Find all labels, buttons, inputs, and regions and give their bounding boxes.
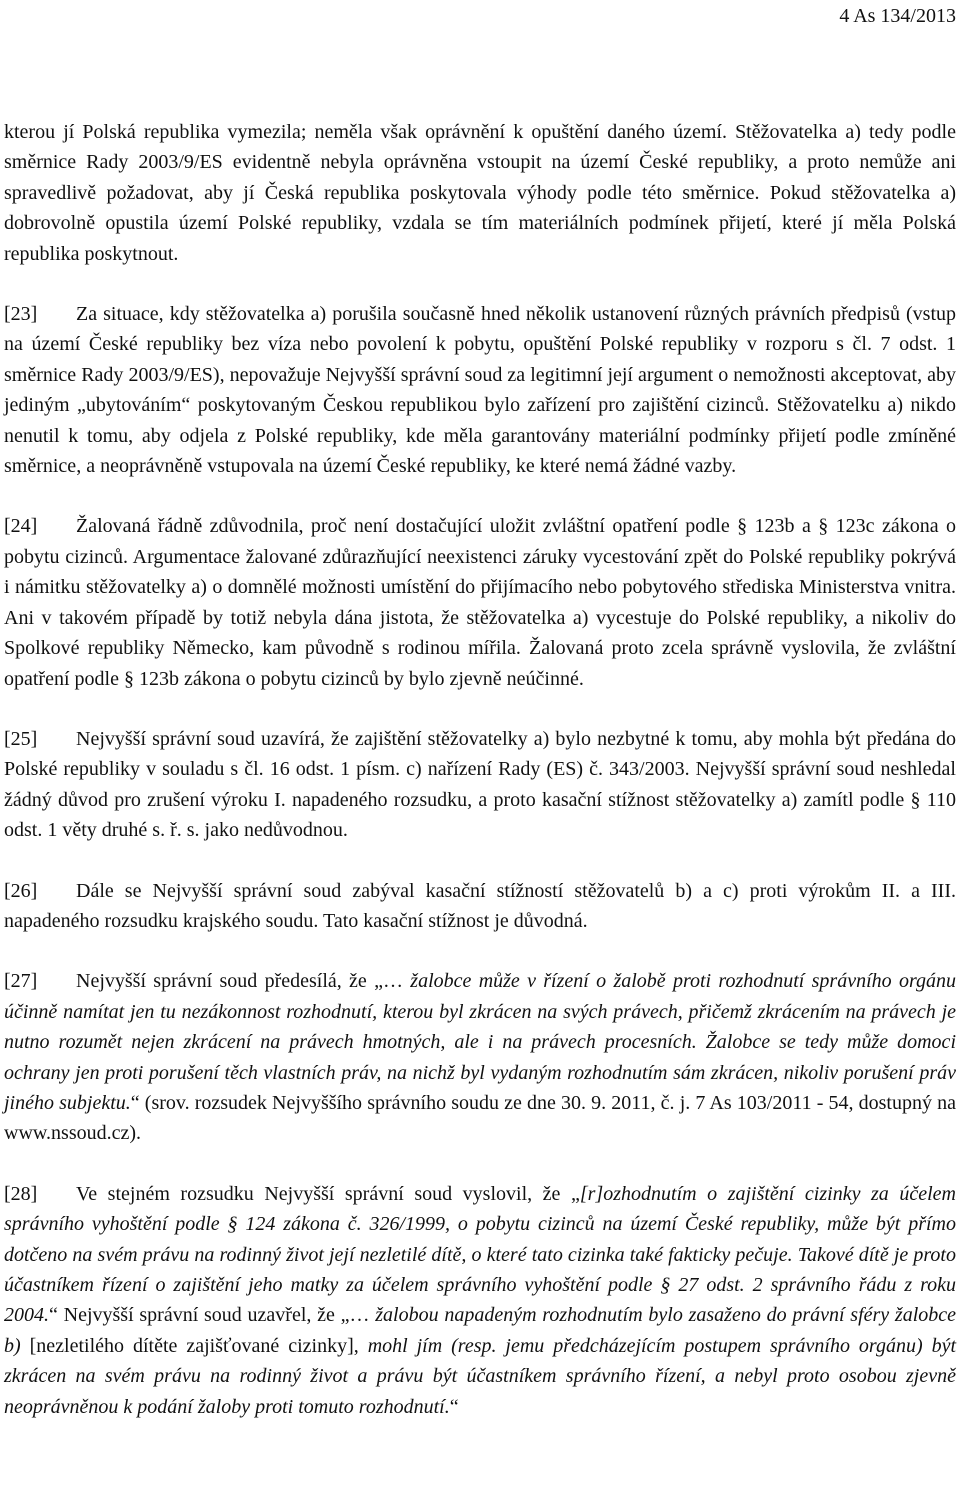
paragraph-text: kterou jí Polská republika vymezila; neměla však oprávnění k opuštění daného území. Stěžovatelka a) tedy podle směrnice Rady 2003/9/ES evidentně nebyla oprávněna vstoupit na území České republiky, a proto nemůže ani spravedlivě požadovat, aby jí Česká republika poskytovala výhody podle této směrnice. Pokud stěžovatelka a) dobrovolně opustila území Polské republiky, vzdala se tím materiálních podmínek přijetí, které jí měla Polská republika poskytnout. [4,121,956,265]
case-number: 4 As 134/2013 [839,5,956,27]
paragraph-number: [23] [4,303,38,326]
paragraph-text: Žalovaná řádně zdůvodnila, proč není dostačující uložit zvláštní opatření podle § 123b a § 123c zákona o pobytu cizinců. Argumentace žalované zdůrazňující neexistenci záruky vycestování zpět do Polské republiky pokrývá i námitku stěžovatelky a) o domnělé možnosti umístění do přijímacího nebo pobytového střediska Ministerstva vnitra. Ani v takovém případě by totiž nebyla dána jistota, že stěžovatelka a) vycestuje do Polské republiky, a nikoliv do Spolkové republiky Německo, kam původně s rodinou mířila. Žalovaná proto zcela správně vyslovila, že zvláštní opatření podle § 123b zákona o pobytu cizinců by bylo zjevně neúčinné. [4,515,956,690]
paragraph-intro [4,117,956,269]
paragraph-lead: Nejvyšší správní soud předesílá, že „… [76,970,411,993]
paragraph-number: [24] [4,515,38,538]
quoted-text: [r]ozhodnutím o zajištění cizinky za účelem správního vyhoštění podle § 124 zákona č. 326/1999, o pobytu cizinců na území České republiky, může být přímo dotčeno na svém právu na rodinný život její nezletilé dítě, o které tato cizinka také fakticky pečuje. Takové dítě je proto účastníkem řízení o zajištění jeho matky za účelem správního vyhoštění podle § 27 odst. 2 správního řádu z roku 2004. [4,1182,956,1327]
paragraph-text: Dále se Nejvyšší správní soud zabýval kasační stížností stěžovatelů b) a c) proti výrokům II. a III. napadeného rozsudku krajského soudu. Tato kasační stížnost je důvodná. [4,879,956,932]
document-body [4,117,956,1422]
paragraph-25 [4,724,956,846]
paragraph-23 [4,299,956,481]
closing-quote: “ [449,1395,459,1418]
paragraph-number: [26] [4,879,38,902]
paragraph-27 [4,966,956,1148]
paragraph-28 [4,1179,956,1422]
paragraph-mid: “ Nejvyšší správní soud uzavřel, že „… [49,1304,376,1327]
quoted-text: žalobce může v řízení o žalobě proti rozhodnutí správního orgánu účinně namítat jen tu nezákonnost rozhodnutí, kterou byl zkrácen na svých právech, přičemž zkrácením na právech je nutno rozumět nejen zkrácení na právech hmotných, ale i na právech procesních. Žalobce se tedy může domoci ochrany jen proti porušení těch vlastních práv, na nichž byl vydaným rozhodnutím sám zkrácen, nikoliv porušení práv jiného subjektu. [4,970,956,1114]
paragraph-text: Za situace, kdy stěžovatelka a) porušila současně hned několik ustanovení různých právních předpisů (vstup na území České republiky bez víza nebo povolení k pobytu, opuštění Polské republiky v rozporu s čl. 7 odst. 1 směrnice Rady 2003/9/ES), nepovažuje Nejvyšší správní soud za legitimní její argument o nemožnosti akceptovat, aby jediným „ubytováním“ poskytovaným Českou republikou bylo zařízení pro zajištění cizinců. Stěžovatelku a) nikdo nenutil k tomu, aby odjela z Polské republiky, kde měla garantovány materiální podmínky přijetí podle zmíněné směrnice, a neoprávněně vstupovala na území České republiky, ke které nemá žádné vazby. [4,303,956,478]
paragraph-insert: [nezletilého dítěte zajišťované cizinky], [20,1334,368,1357]
paragraph-tail: “ (srov. rozsudek Nejvyššího správního soudu ze dne 30. 9. 2011, č. j. 7 As 103/2011 - 54, dostupný na www.nssoud.cz). [4,1091,956,1145]
paragraph-number: [27] [4,970,38,993]
paragraph-number: [25] [4,727,38,750]
paragraph-text: Nejvyšší správní soud uzavírá, že zajištění stěžovatelky a) bylo nezbytné k tomu, aby mohla být předána do Polské republiky v souladu s čl. 16 odst. 1 písm. c) nařízení Rady (ES) č. 343/2003. Nejvyšší správní soud neshledal žádný důvod pro zrušení výroku I. napadeného rozsudku, a proto kasační stížnost stěžovatelky a) zamítl podle § 110 odst. 1 věty druhé s. ř. s. jako nedůvodnou. [4,727,956,842]
quoted-text: mohl jím (resp. jemu předcházejícím postupem správního orgánu) být zkrácen na svém právu na rodinný život a právu být účastníkem správního řízení, a nebyl proto osobou zjevně neoprávněnou k podání žaloby proti tomuto rozhodnutí. [4,1334,957,1418]
quoted-text: žalobou napadeným rozhodnutím bylo zasaženo do právní sféry žalobce b) [4,1304,957,1357]
paragraph-26 [4,876,956,937]
paragraph-number: [28] [4,1182,38,1205]
paragraph-24 [4,511,956,693]
paragraph-lead: Ve stejném rozsudku Nejvyšší správní soud vyslovil, že „ [76,1182,580,1205]
